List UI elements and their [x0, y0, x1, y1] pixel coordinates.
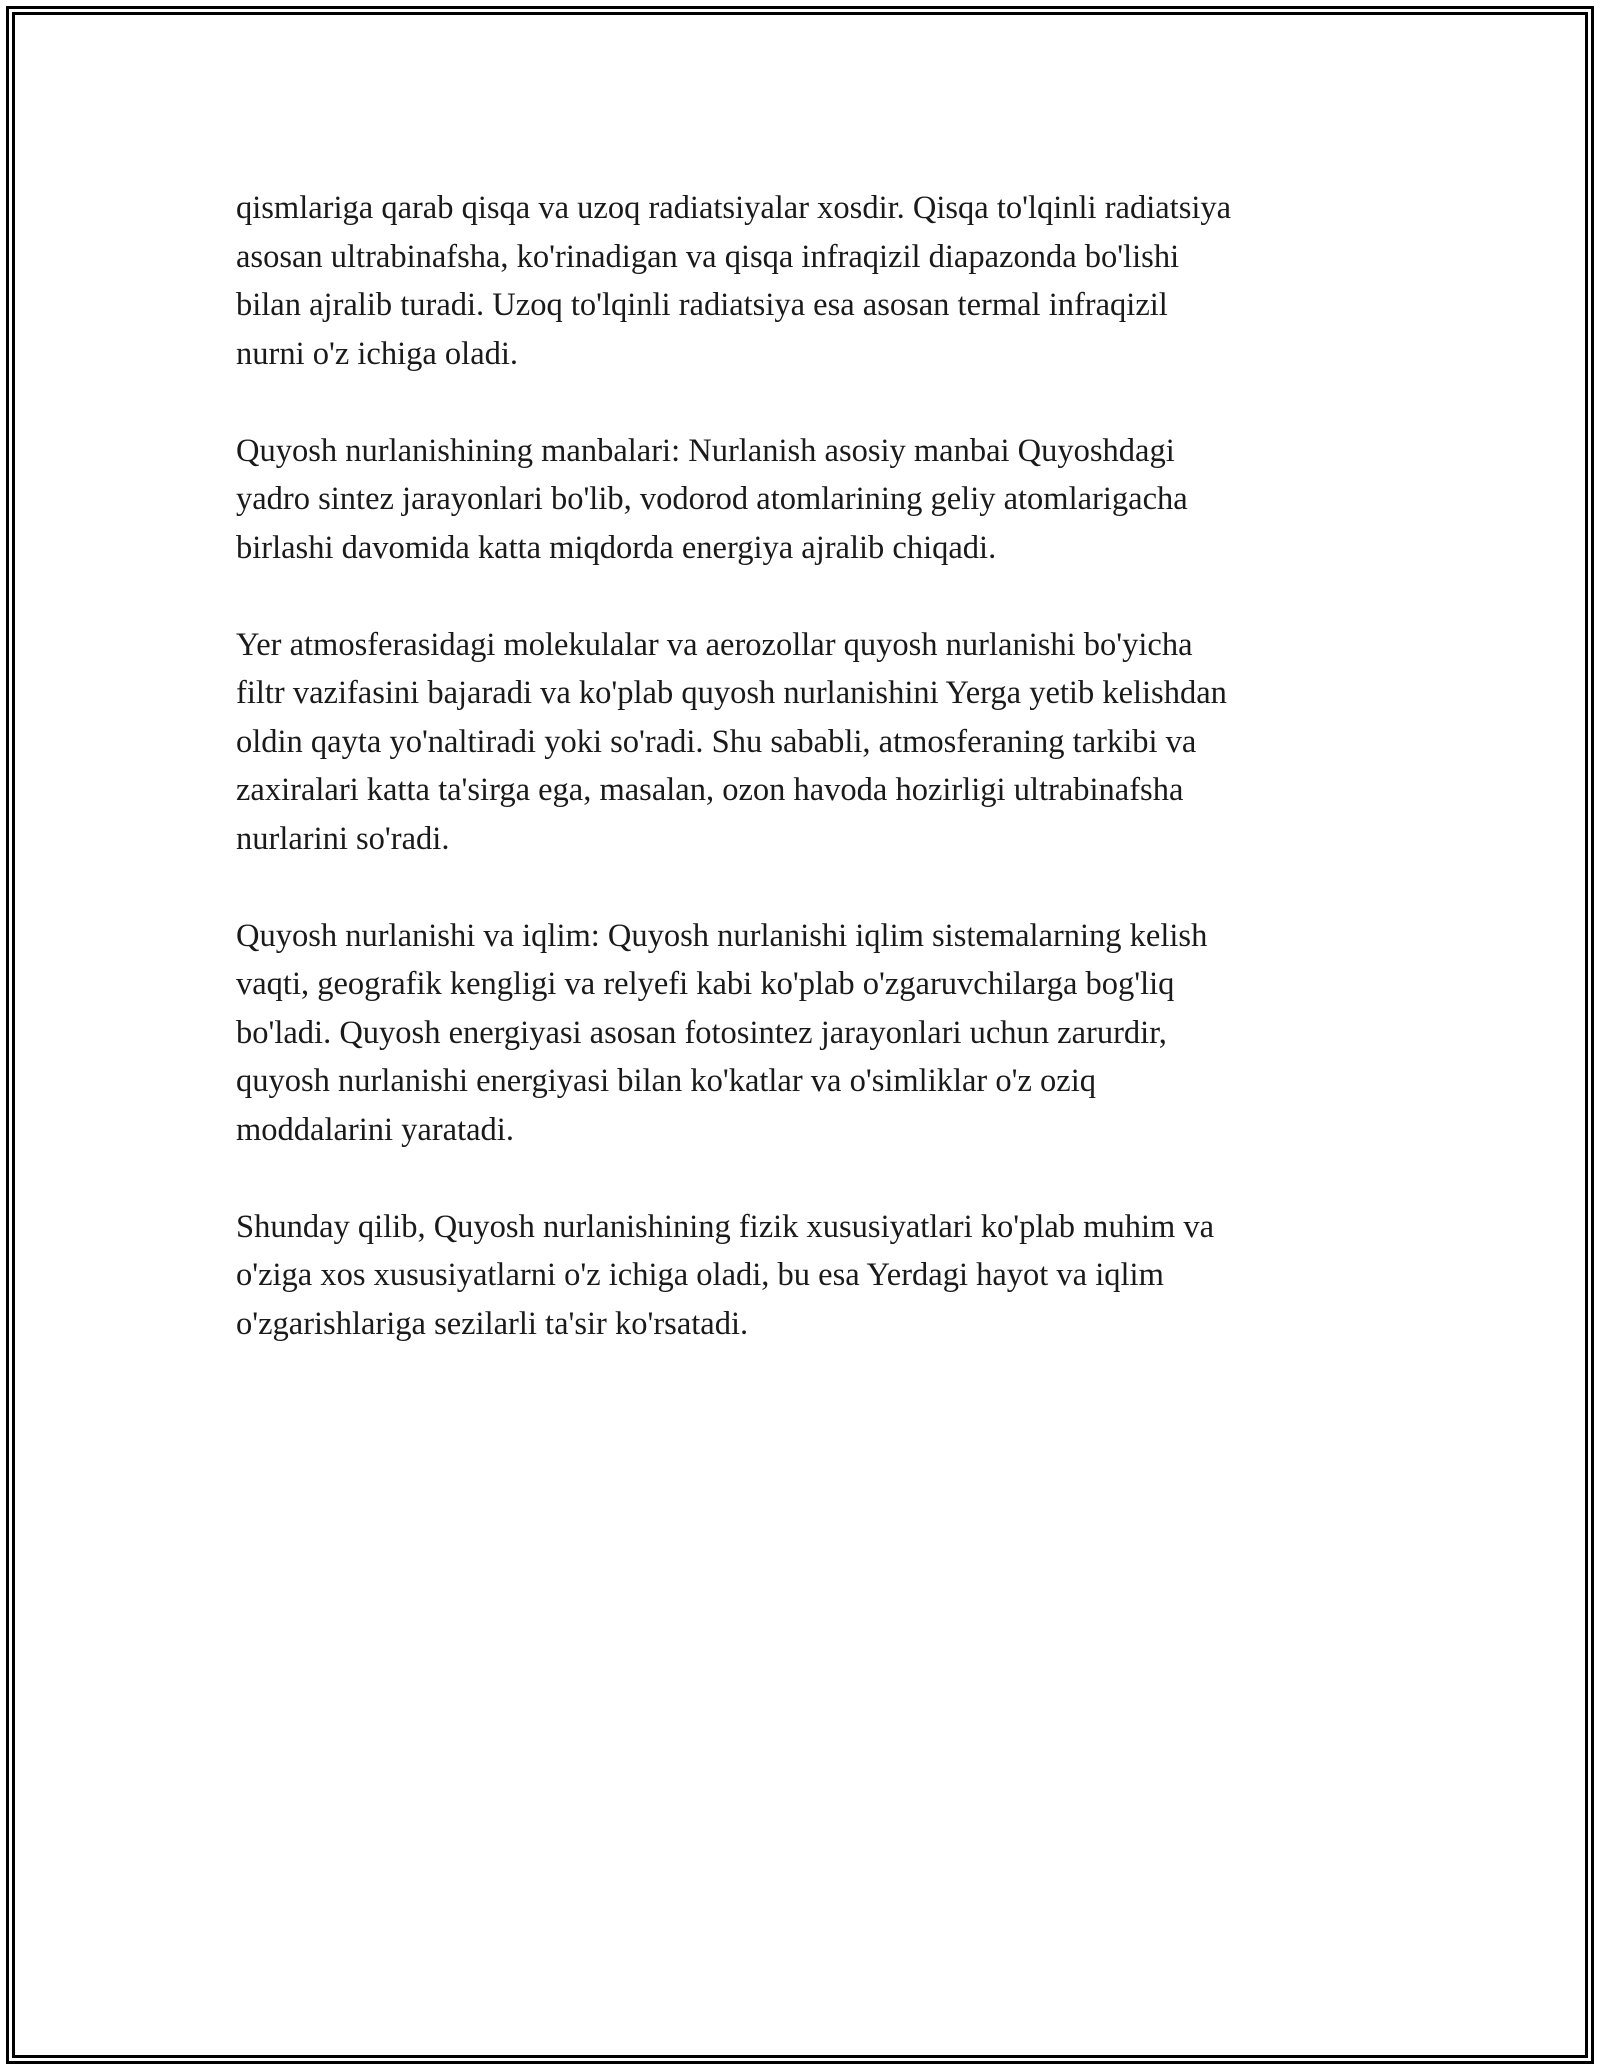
text-line: bo'ladi. Quyosh energiyasi asosan fotosintez jarayonlari uchun zarurdir, — [236, 1014, 1167, 1051]
text-line: filtr vazifasini bajaradi va ko'plab quyosh nurlanishini Yerga yetib kelishdan — [236, 675, 1227, 711]
text-line: qismlariga qarab qisqa va uzoq radiatsiyalar xosdir. Qisqa to'lqinli radiatsiya — [236, 190, 1232, 226]
text-line: quyosh nurlanishi energiyasi bilan ko'katlar va o'simliklar o'z oziq — [236, 1063, 1096, 1099]
text-line: nurlarini so'radi. — [236, 820, 450, 857]
text-line: Yer atmosferasidagi molekulalar va aerozollar quyosh nurlanishi bo'yicha — [236, 626, 1193, 663]
paragraph-conclusion — [236, 1203, 1366, 1349]
text-line: birlashi davomida katta miqdorda energiya ajralib chiqadi. — [236, 529, 997, 566]
text-line: asosan ultrabinafsha, ko'rinadigan va qisqa infraqizil diapazonda bo'lishi — [236, 238, 1180, 275]
text-line: Quyosh nurlanishi va iqlim: Quyosh nurlanishi iqlim sistemalarning kelish — [236, 917, 1208, 954]
text-line: oldin qayta yo'naltiradi yoki so'radi. Shu sababli, atmosferaning tarkibi va — [236, 723, 1197, 760]
text-line: yadro sintez jarayonlari bo'lib, vodorod atomlarining geliy atomlarigacha — [236, 481, 1188, 517]
paragraph-climate — [236, 912, 1366, 1155]
text-line: zaxiralari katta ta'sirga ega, masalan, ozon havoda hozirligi ultrabinafsha — [236, 772, 1184, 808]
paragraph-atmosphere — [236, 621, 1366, 864]
text-line: vaqti, geografik kengligi va relyefi kabi ko'plab o'zgaruvchilarga bog'liq — [236, 966, 1175, 1002]
document-body — [236, 184, 1366, 1397]
text-line: Quyosh nurlanishining manbalari: Nurlanish asosiy manbai Quyoshdagi — [236, 432, 1175, 469]
text-line: bilan ajralib turadi. Uzoq to'lqinli radiatsiya esa asosan termal infraqizil — [236, 287, 1168, 323]
paragraph-radiation-types — [236, 184, 1366, 378]
text-line: nurni o'z ichiga oladi. — [236, 335, 519, 372]
text-line: o'zgarishlariga sezilarli ta'sir ko'rsatadi. — [236, 1305, 749, 1342]
text-line: Shunday qilib, Quyosh nurlanishining fizik xususiyatlari ko'plab muhim va — [236, 1208, 1215, 1245]
paragraph-radiation-sources — [236, 427, 1366, 573]
text-line: o'ziga xos xususiyatlarni o'z ichiga oladi, bu esa Yerdagi hayot va iqlim — [236, 1257, 1164, 1293]
text-line: moddalarini yaratadi. — [236, 1111, 514, 1148]
